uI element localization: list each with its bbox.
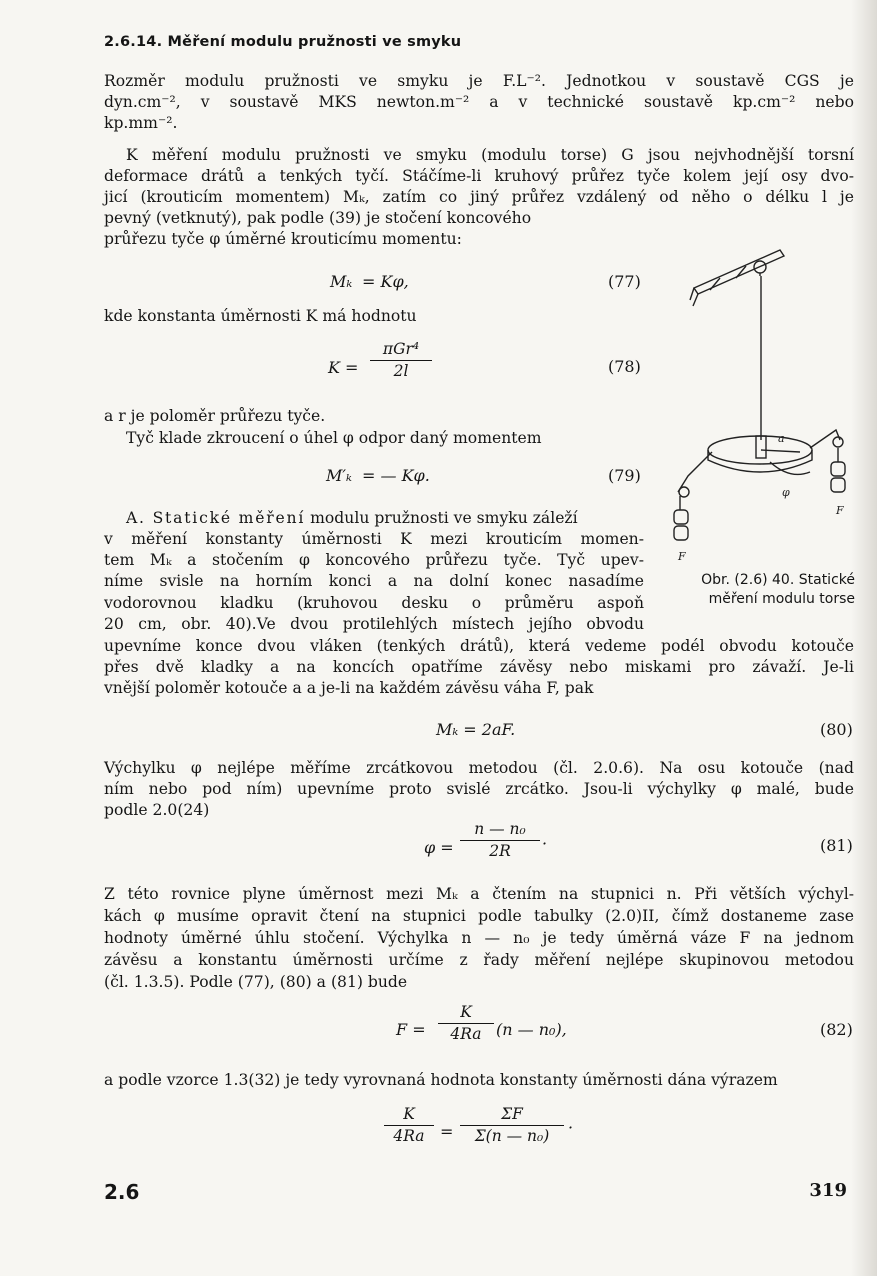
torsion-apparatus-figure — [660, 230, 860, 570]
fraction-numerator: K — [438, 1002, 494, 1024]
paragraph-lead: A. Statické měření — [126, 509, 306, 527]
paragraph-line: Tyč klade zkroucení o úhel φ odpor daný momentem — [126, 429, 542, 447]
pulley-left — [679, 487, 689, 497]
equation-number: (80) — [820, 720, 853, 739]
paragraph-line: kde konstanta úměrnosti K má hodnotu — [104, 307, 417, 325]
fraction-numerator: K — [384, 1104, 434, 1126]
equation-number: (79) — [608, 466, 641, 485]
fraction-denominator: 2l — [393, 362, 409, 380]
paragraph-line: a r je poloměr průřezu tyče. — [104, 407, 326, 425]
equation-78-fraction — [370, 339, 432, 382]
equation-81-fraction — [460, 819, 540, 862]
paragraph-line: přes dvě kladky a na koncích opatříme závěsy nebo miskami pro závaží. Je-li — [104, 658, 854, 676]
equation-81-tail: · — [542, 834, 548, 853]
equation-82-lhs: F = — [396, 1020, 426, 1039]
paragraph-line: dyn.cm⁻², v soustavě MKS newton.m⁻² a v technické soustavě kp.cm⁻² nebo — [104, 93, 854, 111]
equation-80: Mₖ = 2aF. — [436, 720, 516, 739]
equation-77-lhs: Mₖ — [330, 272, 353, 291]
pulley-right — [833, 437, 843, 447]
fraction-denominator: 4Ra — [393, 1127, 425, 1145]
section-heading: 2.6.14. Měření modulu pružnosti ve smyku — [104, 34, 462, 50]
paragraph-line — [126, 508, 646, 529]
final-fraction-right — [460, 1104, 564, 1147]
fraction-numerator: n — n₀ — [460, 819, 540, 841]
fraction-numerator: ΣF — [460, 1104, 564, 1126]
fraction-numerator: πGr⁴ — [370, 339, 432, 361]
weight-left-upper — [674, 510, 688, 524]
label-a: a — [778, 432, 785, 445]
caption-line: měření modulu torse — [708, 591, 855, 607]
final-fraction-left — [384, 1104, 434, 1147]
paragraph-line: kách φ musíme opravit čtení na stupnici podle tabulky (2.0)II, čímž dostaneme zase — [104, 907, 854, 925]
paragraph-line: Rozměr modulu pružnosti ve smyku je F.L⁻². Jednotkou v soustavě CGS je — [104, 72, 854, 90]
label-F-right: F — [836, 504, 844, 517]
paragraph-line: (čl. 1.3.5). Podle (77), (80) a (81) bude — [104, 973, 408, 991]
paragraph-line: tem Mₖ a stočením φ koncového průřezu tyče. Tyč upev- — [104, 551, 644, 569]
paragraph-line: podle 2.0(24) — [104, 801, 210, 819]
paragraph-line: v měření konstanty úměrnosti K mezi krouticím momen- — [104, 530, 644, 548]
thread-right — [810, 430, 840, 448]
paragraph-line: průřezu tyče φ úměrné krouticímu momentu: — [104, 230, 462, 248]
disc-top — [708, 436, 812, 464]
caption-line: Obr. (2.6) 40. Statické — [701, 572, 855, 588]
thread-left — [678, 452, 712, 492]
radius-line — [761, 450, 800, 452]
paragraph-line: kp.mm⁻². — [104, 114, 178, 132]
paragraph-line: Výchylku φ nejlépe měříme zrcátkovou metodou (čl. 2.0.6). Na osu kotouče (nad — [104, 759, 854, 777]
paragraph-lead-rest: modulu pružnosti ve smyku záleží — [305, 509, 578, 527]
equation-number: (77) — [608, 272, 641, 291]
paragraph-line: upevníme konce dvou vláken (tenkých drátů), která vedeme podél obvodu kotouče — [104, 637, 854, 655]
disc-rim — [708, 450, 812, 472]
paragraph-line: deformace drátů a tenkých tyčí. Stáčíme-li kruhový průřez tyče kolem její osy dvo- — [104, 167, 854, 185]
equation-81-lhs: φ = — [424, 838, 454, 857]
fraction-denominator: Σ(n — n₀) — [474, 1127, 550, 1145]
paragraph-line: 20 cm, obr. 40).Ve dvou protilehlých místech jejího obvodu — [104, 615, 644, 633]
equation-82-fraction — [438, 1002, 494, 1045]
equation-79-lhs: M′ₖ — [326, 466, 352, 485]
equation-number: (78) — [608, 357, 641, 376]
paragraph-line: vodorovnou kladku (kruhovou desku o průměru aspoň — [104, 594, 644, 612]
paragraph-line: ním nebo pod ním) upevníme proto svislé zrcátko. Jsou-li výchylky φ malé, bude — [104, 780, 854, 798]
equation-78-lhs: K = — [328, 358, 359, 377]
fraction-denominator: 2R — [489, 842, 511, 860]
equation-77-rhs: = Kφ, — [362, 272, 409, 291]
label-F-left: F — [678, 550, 686, 563]
paragraph-line: závěsu a konstantu úměrnosti určíme z řady měření nejlépe skupinovou metodou — [104, 951, 854, 969]
paragraph-line: pevný (vetknutý), pak podle (39) je stočení koncového — [104, 209, 532, 227]
page-number: 319 — [809, 1180, 847, 1201]
fraction-denominator: 4Ra — [450, 1025, 482, 1043]
weight-right-upper — [831, 462, 845, 476]
equation-number: (82) — [820, 1020, 853, 1039]
equation-79-rhs: = — Kφ. — [362, 466, 430, 485]
label-phi: φ — [782, 486, 790, 499]
paragraph-line: níme svisle na horním konci a na dolní konec nasadíme — [104, 572, 644, 590]
clamp-bar — [694, 250, 784, 294]
equation-82-tail: (n — n₀), — [496, 1020, 567, 1039]
paragraph-line: hodnoty úměrné úhlu stočení. Výchylka n — n₀ je tedy úměrná váze F na jednom — [104, 929, 854, 947]
paragraph-line: a podle vzorce 1.3(32) je tedy vyrovnaná hodnota konstanty úměrnosti dána výrazem — [104, 1071, 778, 1089]
final-equals: = — [440, 1122, 454, 1141]
equation-number: (81) — [820, 836, 853, 855]
final-tail: · — [568, 1118, 574, 1137]
weight-left-lower — [674, 526, 688, 540]
weight-right-lower — [831, 478, 845, 492]
paragraph-line: vnější poloměr kotouče a a je-li na každém závěsu váha F, pak — [104, 679, 594, 697]
clamp-arm — [690, 288, 698, 306]
figure-caption — [665, 571, 855, 609]
paragraph-line: jicí (krouticím momentem) Mₖ, zatím co jiný průřez vzdálený od něho o délku l je — [104, 188, 854, 206]
paragraph-line: Z této rovnice plyne úměrnost mezi Mₖ a čtením na stupnici n. Při větších výchyl- — [104, 885, 854, 903]
footer-section: 2.6 — [104, 1180, 140, 1204]
paragraph-line: K měření modulu pružnosti ve smyku (modulu torse) G jsou nejvhodnější torsní — [126, 146, 854, 164]
